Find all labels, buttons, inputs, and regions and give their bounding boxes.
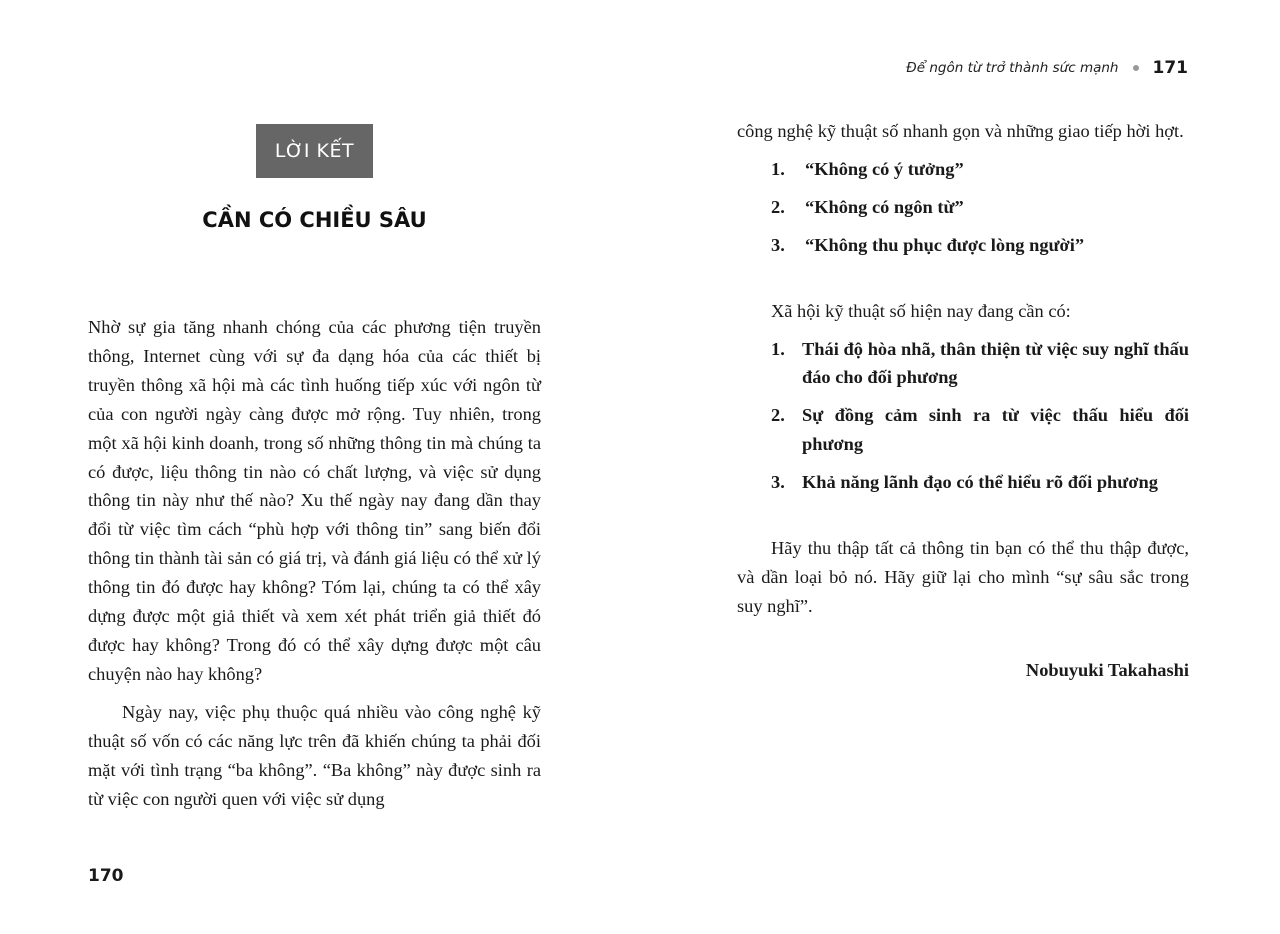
bullet-dot-icon <box>1133 65 1139 71</box>
list-number: 3. <box>771 234 785 255</box>
left-body-text <box>88 313 541 813</box>
paragraph-2: Ngày nay, việc phụ thuộc quá nhiều vào công nghệ kỹ thuật số vốn có các năng lực trên đã khiến chúng ta phải đối mặt với tình trạng “ba không”. “Ba không” này được sinh ra từ việc con người quen với việc sử dụng <box>88 701 541 809</box>
chapter-label: LỜI KẾT <box>256 124 373 178</box>
list-text: “Không thu phục được lòng người” <box>805 234 1085 255</box>
continuation-text: công nghệ kỹ thuật số nhanh gọn và những giao tiếp hời hợt. <box>737 121 1184 141</box>
list-text: “Không có ngôn từ” <box>805 196 964 217</box>
right-body-text <box>737 117 1189 685</box>
running-title: Để ngôn từ trở thành sức mạnh <box>906 60 1119 76</box>
list-number: 2. <box>771 196 785 217</box>
page-number-left: 170 <box>88 866 124 886</box>
list-text: Thái độ hòa nhã, thân thiện từ việc suy nghĩ thấu đáo cho đối phương <box>802 338 1189 388</box>
running-header <box>906 58 1188 78</box>
list-item <box>737 468 1189 497</box>
right-page <box>640 0 1280 934</box>
needs-list <box>737 335 1189 498</box>
list-item <box>737 335 1189 393</box>
list-item <box>737 155 1189 184</box>
list-item <box>737 193 1189 222</box>
list-text: Sự đồng cảm sinh ra từ việc thấu hiểu đối phương <box>802 405 1189 455</box>
list-item <box>737 401 1189 459</box>
closing-paragraph: Hãy thu thập tất cả thông tin bạn có thể thu thập được, và dần loại bỏ nó. Hãy giữ lại cho mình “sự sâu sắc trong suy nghĩ”. <box>737 538 1189 616</box>
society-intro: Xã hội kỹ thuật số hiện nay đang cần có: <box>771 300 1071 321</box>
list-text: “Không có ý tưởng” <box>805 158 964 179</box>
paragraph-1: Nhờ sự gia tăng nhanh chóng của các phương tiện truyền thông, Internet cùng với sự đa dạng hóa của các thiết bị truyền thông xã hội mà các tình huống tiếp xúc với ngôn từ của con người ngày càng được mở rộng. Tuy nhiên, trong một xã hội kinh doanh, trong số những thông tin mà chúng ta có được, liệu thông tin nào có chất lượng, và việc sử dụng thông tin này như thế nào? Xu thế ngày nay đang dần thay đổi từ việc tìm cách “phù hợp với thông tin” sang biến đổi thông tin thành tài sản có giá trị, và đánh giá liệu có thể xử lý thông tin đó được hay không? Tóm lại, chúng ta có thể xây dựng được một giả thiết và xem xét phát triển giả thiết đó được hay không? Trong đó có thể xây dựng được một câu chuyện nào hay không? <box>88 317 541 684</box>
three-nos-list <box>737 155 1189 260</box>
list-number: 1. <box>771 338 785 359</box>
list-number: 3. <box>771 472 785 493</box>
chapter-title: CẦN CÓ CHIỀU SÂU <box>202 208 427 232</box>
list-text: Khả năng lãnh đạo có thể hiểu rõ đối phương <box>802 472 1158 493</box>
list-number: 2. <box>771 405 785 426</box>
author-name: Nobuyuki Takahashi <box>1025 659 1189 680</box>
list-number: 1. <box>771 158 785 179</box>
page-number-right: 171 <box>1152 58 1188 78</box>
list-item <box>737 231 1189 260</box>
